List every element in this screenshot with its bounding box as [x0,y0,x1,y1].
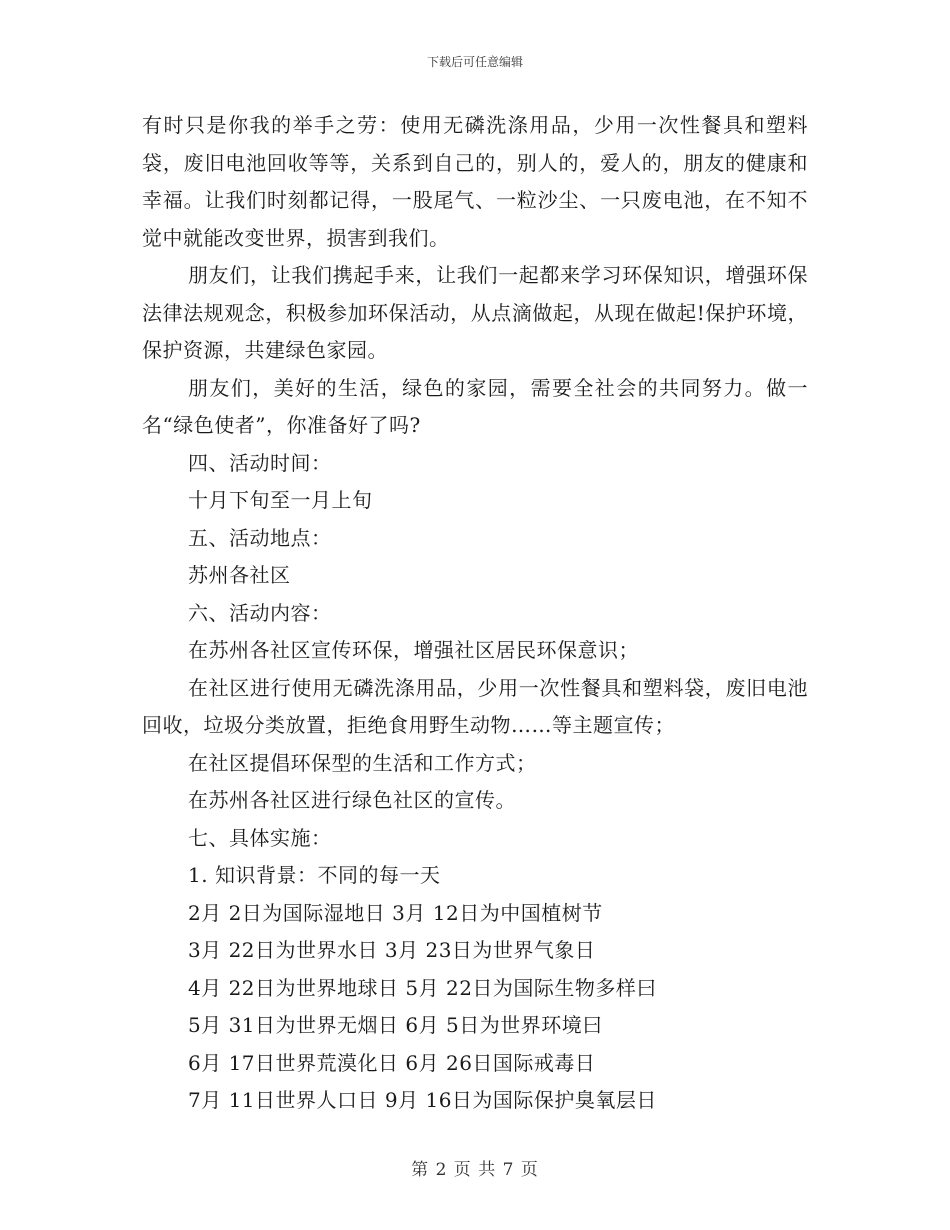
paragraph: 在社区提倡环保型的生活和工作方式； [188,750,537,775]
page-header-note: 下载后可任意编辑 [426,55,523,69]
section-heading-location: 五、活动地点： [188,525,332,550]
list-item: 1. 知识背景：不同的每一天 [188,863,441,887]
paragraph: 十月下旬至一月上旬 [188,488,373,512]
paragraph: 苏州各社区 [188,563,291,587]
paragraph: 在社区进行使用无磷洗涤用品，少用一次性餐具和塑料袋，废旧电池回收，垃圾分类放置，拒绝食用野生动物……等主题宣传； [142,675,808,737]
list-item: 7月 11日世界人口日 9月 16日为国际保护臭氧层日 [188,1088,657,1112]
paragraph: 朋友们，美好的生活，绿色的家园，需要全社会的共同努力。做一名“绿色使者”，你准备好了吗? [142,375,808,437]
paragraph: 在苏州各社区宣传环保，增强社区居民环保意识； [188,638,639,662]
section-heading-content: 六、活动内容： [188,600,332,625]
page-number: 第 2 页 共 7 页 [411,1160,539,1180]
document-body [142,107,808,1120]
section-heading-time: 四、活动时间： [188,450,332,475]
section-heading-implementation: 七、具体实施： [188,825,332,850]
list-item: 6月 17日世界荒漠化日 6月 26日国际戒毒日 [188,1050,596,1075]
list-item: 5月 31日为世界无烟日 6月 5日为世界环境曰 [188,1013,603,1037]
paragraph: 在苏州各社区进行绿色社区的宣传。 [188,788,516,812]
paragraph: 朋友们，让我们携起手来，让我们一起都来学习环保知识，增强环保法律法规观念，积极参加环保活动，从点滴做起，从现在做起!保护环境，保护资源，共建绿色家园。 [142,263,808,362]
list-item: 3月 22日为世界水日 3月 23日为世界气象日 [188,938,596,962]
paragraph: 有时只是你我的举手之劳：使用无磷洗涤用品，少用一次性餐具和塑料袋，废旧电池回收等等，关系到自己的，别人的，爱人的，朋友的健康和幸福。让我们时刻都记得，一股尾气、一粒沙尘、一只废电池，在不知不觉中就能改变世界，损害到我们。 [142,113,808,250]
list-item: 2月 2日为国际湿地日 3月 12日为中国植树节 [188,900,603,925]
list-item: 4月 22日为世界地球日 5月 22日为国际生物多样曰 [188,975,657,1000]
